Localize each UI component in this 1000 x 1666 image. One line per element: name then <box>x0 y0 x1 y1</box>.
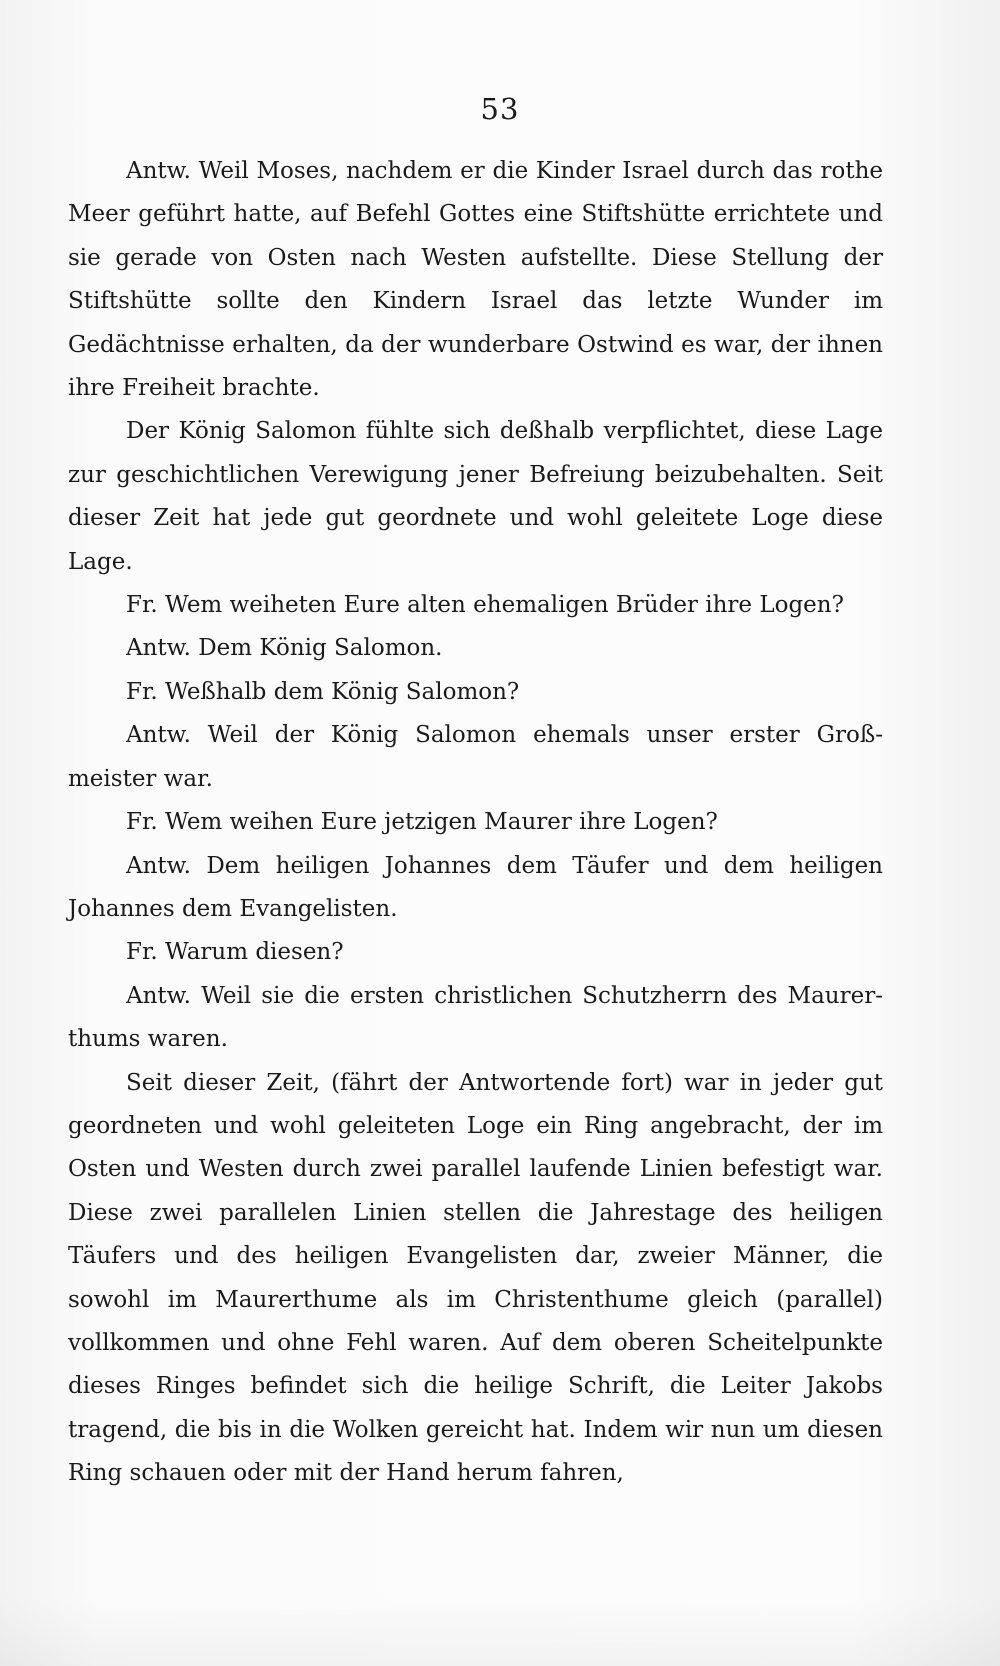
page-number: 53 <box>480 92 520 126</box>
paragraph: Antw. Weil der König Salomon ehemals unser erster Großmeister war. <box>68 722 883 792</box>
paragraph: Der König Salomon fühlte sich deßhalb verpflichtet, diese Lage zur geschichtlichen Verewigung jener Befreiung beizubehalten. Seit dieser Zeit hat jede gut geordnete und wohl geleitete Loge diese Lage. <box>68 418 883 575</box>
paragraph: Antw. Dem König Salomon. <box>126 635 443 662</box>
paragraph: Fr. Wem weiheten Eure alten ehemaligen Brüder ihre Logen? <box>126 592 844 619</box>
body-text <box>68 150 883 1496</box>
paragraph: Fr. Weßhalb dem König Salomon? <box>126 678 520 705</box>
paragraph: Antw. Dem heiligen Johannes dem Täufer und dem heiligen Johannes dem Evangelisten. <box>68 852 883 922</box>
paragraph: Fr. Wem weihen Eure jetzigen Maurer ihre Logen? <box>126 809 718 836</box>
paragraph: Antw. Weil Moses, nachdem er die Kinder Israel durch das rothe Meer geführt hatte, auf Befehl Gottes eine Stiftshütte errichtete und sie gerade von Osten nach Westen aufstellte. Diese Stellung der Stiftshütte sollte den Kindern Israel das letzte Wunder im Gedächtnisse erhalten, da der wunderbare Ostwind es war, der ihnen ihre Freiheit brachte. <box>68 158 883 402</box>
page-shadow <box>0 1596 1000 1666</box>
paragraph: Fr. Warum diesen? <box>126 939 344 966</box>
paragraph: Seit dieser Zeit, (fährt der Antwortende fort) war in jeder gut geordneten und wohl geleiteten Loge ein Ring angebracht, der im Osten und Westen durch zwei parallel laufende Linien befestigt war. Diese zwei parallelen Linien stellen die Jahrestage des heiligen Täufers und des heiligen Evangelisten dar, zweier Männer, die sowohl im Maurerthume als im Christenthume gleich (parallel) vollkommen und ohne Fehl waren. Auf dem oberen Scheitelpunkte dieses Ringes befindet sich die heilige Schrift, die Leiter Jakobs tragend, die bis in die Wolken gereicht hat. Indem wir nun um diesen Ring schauen oder mit der Hand herum fahren, <box>68 1069 883 1487</box>
paragraph: Antw. Weil sie die ersten christlichen Schutzherrn des Maurerthums waren. <box>68 982 883 1053</box>
